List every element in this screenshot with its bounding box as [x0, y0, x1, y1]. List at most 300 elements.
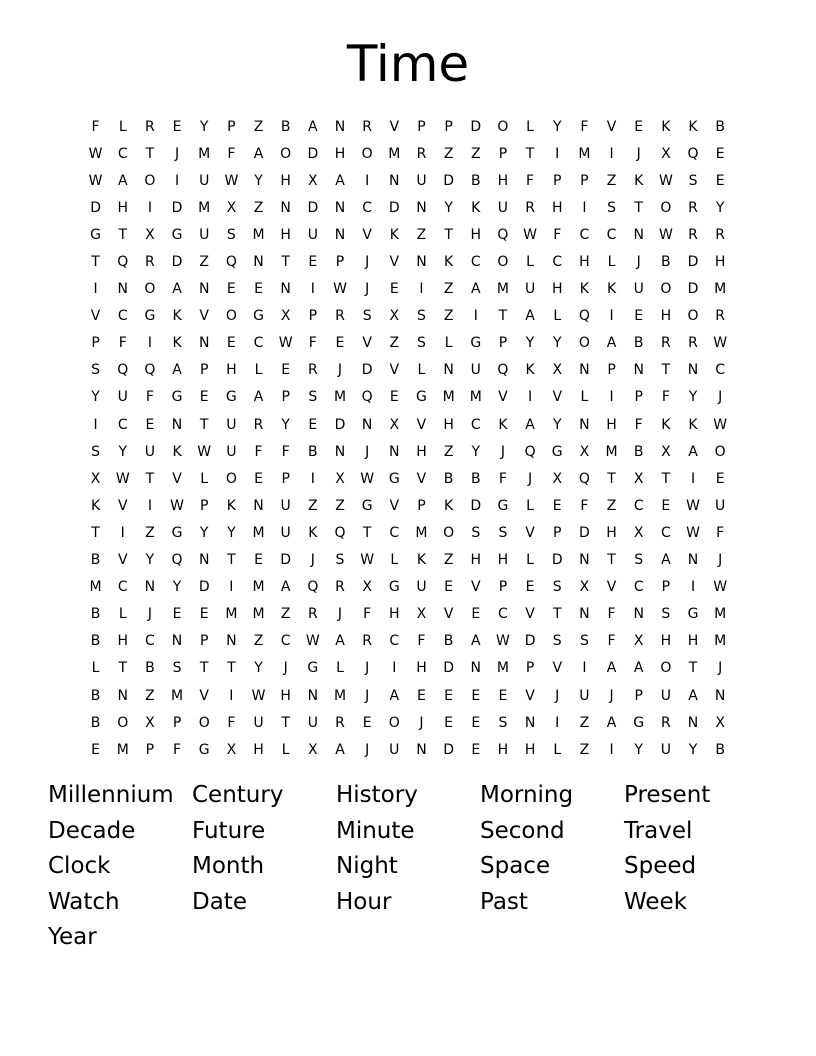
word-list-item: Hour — [336, 888, 392, 915]
grid-letter: F — [417, 633, 426, 650]
grid-letter: P — [634, 687, 643, 704]
grid-letter: H — [334, 145, 346, 162]
grid-letter: T — [145, 470, 155, 487]
grid-letter: V — [117, 552, 128, 569]
grid-letter: A — [172, 362, 182, 379]
grid-letter: W — [170, 497, 184, 514]
grid-letter: P — [553, 172, 562, 189]
grid-letter: W — [658, 226, 673, 243]
grid-letter: I — [555, 714, 560, 731]
grid-letter: P — [281, 470, 290, 487]
grid-letter: S — [362, 308, 372, 325]
grid-letter: G — [253, 308, 264, 325]
grid-letter: P — [525, 660, 535, 677]
grid-letter: M — [469, 389, 482, 406]
grid-letter: S — [335, 552, 345, 569]
grid-letter: V — [525, 606, 535, 623]
grid-letter: Q — [225, 254, 237, 271]
word-list-item: Minute — [336, 817, 415, 844]
grid-letter: M — [198, 145, 211, 162]
grid-letter: L — [336, 660, 344, 677]
grid-letter: B — [90, 687, 101, 704]
grid-letter: J — [365, 281, 370, 298]
grid-letter: F — [634, 416, 643, 433]
grid-letter: B — [443, 470, 454, 487]
grid-letter: L — [118, 118, 127, 135]
grid-letter: Y — [254, 660, 263, 677]
grid-letter: F — [173, 741, 182, 758]
grid-letter: I — [392, 660, 397, 677]
grid-letter: X — [226, 741, 237, 758]
grid-letter: A — [389, 687, 400, 704]
grid-letter: H — [687, 633, 699, 650]
grid-letter: G — [171, 524, 183, 541]
grid-letter: J — [337, 362, 343, 379]
grid-letter: R — [253, 416, 264, 433]
grid-letter: L — [281, 741, 290, 758]
grid-letter: S — [417, 308, 426, 325]
grid-letter: E — [525, 579, 535, 596]
grid-letter: U — [633, 281, 644, 298]
grid-letter: X — [416, 606, 427, 623]
grid-letter: K — [172, 308, 182, 325]
grid-letter: R — [715, 226, 726, 243]
grid-row — [82, 248, 734, 275]
grid-letter: E — [715, 145, 725, 162]
grid-letter: F — [661, 389, 670, 406]
grid-letter: X — [579, 579, 590, 596]
grid-row — [82, 682, 734, 709]
grid-letter: S — [417, 335, 426, 352]
grid-letter: P — [199, 633, 209, 650]
grid-letter: K — [661, 416, 671, 433]
grid-letter: G — [171, 389, 183, 406]
grid-letter: K — [444, 254, 454, 271]
grid-letter: N — [443, 362, 454, 379]
grid-letter: H — [551, 281, 563, 298]
grid-letter: K — [688, 416, 698, 433]
grid-letter: Y — [471, 443, 481, 460]
grid-letter: C — [117, 579, 128, 596]
grid-letter: P — [227, 118, 236, 135]
grid-letter: W — [658, 172, 673, 189]
grid-letter: D — [443, 172, 454, 189]
grid-letter: R — [525, 199, 535, 216]
grid-letter: N — [389, 172, 400, 189]
grid-letter: Z — [606, 172, 617, 189]
grid-letter: X — [145, 226, 155, 243]
grid-letter: R — [715, 308, 726, 325]
grid-letter: K — [634, 172, 644, 189]
grid-letter: Y — [199, 118, 209, 135]
grid-letter: K — [172, 335, 182, 352]
grid-letter: I — [473, 308, 478, 325]
word-list-item: Week — [624, 888, 688, 915]
grid-letter: H — [551, 199, 563, 216]
grid-letter: G — [198, 741, 210, 758]
grid-letter: A — [335, 633, 345, 650]
word-list-item: Future — [192, 817, 266, 844]
word-list-item: Date — [192, 888, 247, 915]
grid-row — [82, 167, 734, 194]
grid-letter: K — [90, 497, 101, 514]
grid-letter: W — [333, 281, 347, 298]
grid-letter: X — [362, 579, 372, 596]
grid-letter: X — [552, 470, 563, 487]
grid-row — [82, 411, 734, 438]
grid-letter: V — [90, 308, 101, 325]
word-list — [48, 778, 768, 956]
grid-letter: H — [524, 741, 536, 758]
grid-letter: V — [552, 389, 563, 406]
grid-letter: K — [471, 199, 481, 216]
grid-letter: W — [88, 172, 103, 189]
grid-letter: N — [687, 714, 699, 731]
grid-letter: J — [337, 606, 343, 623]
grid-letter: V — [362, 335, 372, 352]
word-list-item: Second — [480, 817, 565, 844]
grid-letter: U — [226, 416, 237, 433]
grid-letter: R — [416, 145, 427, 162]
grid-letter: T — [498, 308, 508, 325]
grid-letter: W — [88, 145, 103, 162]
grid-letter: G — [470, 335, 482, 352]
grid-letter: Q — [497, 362, 509, 379]
grid-letter: H — [579, 254, 590, 271]
grid-letter: X — [308, 741, 318, 758]
grid-letter: G — [225, 389, 237, 406]
grid-letter: N — [117, 281, 128, 298]
grid-letter: Z — [308, 497, 318, 514]
grid-letter: Z — [579, 714, 590, 731]
grid-letter: E — [715, 172, 725, 189]
grid-letter: V — [416, 416, 427, 433]
grid-letter: G — [171, 226, 183, 243]
grid-letter: Q — [361, 389, 373, 406]
grid-letter: I — [609, 308, 614, 325]
grid-letter: Q — [117, 362, 129, 379]
grid-letter: L — [526, 118, 534, 135]
grid-letter: V — [552, 660, 563, 677]
grid-letter: V — [525, 687, 535, 704]
grid-letter: K — [661, 118, 671, 135]
grid-letter: S — [172, 660, 182, 677]
grid-letter: F — [118, 335, 127, 352]
grid-letter: I — [582, 660, 587, 677]
grid-letter: T — [199, 416, 209, 433]
grid-letter: T — [281, 254, 290, 271]
grid-letter: H — [416, 660, 427, 677]
grid-letter: D — [171, 199, 183, 216]
grid-letter: I — [528, 389, 533, 406]
grid-letter: J — [718, 660, 723, 677]
grid-letter: E — [389, 281, 399, 298]
word-list-item: Travel — [624, 817, 693, 844]
grid-letter: B — [280, 118, 291, 135]
grid-letter: T — [281, 714, 290, 731]
grid-row — [82, 113, 734, 140]
grid-letter: P — [417, 118, 426, 135]
grid-letter: B — [661, 254, 671, 271]
grid-row — [82, 330, 734, 357]
grid-letter: X — [661, 145, 671, 162]
grid-letter: O — [280, 145, 292, 162]
grid-letter: F — [281, 443, 290, 460]
grid-letter: H — [443, 416, 454, 433]
grid-letter: N — [334, 443, 346, 460]
grid-letter: C — [253, 335, 264, 352]
grid-letter: Q — [144, 362, 156, 379]
grid-letter: M — [388, 145, 401, 162]
grid-letter: Q — [307, 579, 319, 596]
grid-letter: H — [497, 552, 509, 569]
grid-letter: U — [715, 497, 726, 514]
grid-letter: T — [661, 362, 671, 379]
grid-letter: T — [444, 226, 453, 243]
grid-letter: K — [226, 497, 236, 514]
grid-letter: B — [715, 741, 725, 758]
grid-letter: D — [524, 633, 536, 650]
grid-letter: B — [308, 443, 318, 460]
grid-letter: U — [117, 389, 128, 406]
grid-letter: W — [496, 633, 510, 650]
grid-letter: V — [362, 226, 372, 243]
grid-letter: O — [497, 118, 509, 135]
grid-letter: G — [144, 308, 156, 325]
grid-letter: Z — [253, 118, 264, 135]
word-list-item: Year — [48, 924, 97, 951]
grid-letter: N — [633, 226, 644, 243]
grid-letter: E — [389, 389, 399, 406]
grid-letter: C — [389, 524, 400, 541]
grid-letter: B — [715, 118, 725, 135]
grid-row — [82, 276, 734, 303]
grid-letter: N — [334, 199, 346, 216]
grid-letter: V — [606, 579, 617, 596]
grid-letter: A — [688, 443, 698, 460]
grid-letter: W — [360, 552, 375, 569]
grid-letter: H — [226, 362, 237, 379]
grid-letter: K — [606, 281, 617, 298]
grid-letter: O — [361, 145, 373, 162]
grid-letter: X — [308, 172, 318, 189]
grid-letter: T — [525, 145, 535, 162]
grid-letter: Y — [552, 335, 562, 352]
grid-letter: B — [145, 660, 155, 677]
grid-letter: C — [117, 308, 128, 325]
grid-letter: S — [607, 199, 616, 216]
grid-letter: I — [310, 281, 315, 298]
grid-letter: C — [552, 254, 563, 271]
grid-letter: P — [634, 389, 643, 406]
grid-letter: W — [251, 687, 266, 704]
grid-letter: R — [335, 579, 345, 596]
grid-letter: V — [470, 579, 481, 596]
grid-letter: T — [145, 145, 155, 162]
word-list-item: Night — [336, 853, 398, 880]
grid-letter: R — [335, 714, 345, 731]
grid-letter: N — [579, 362, 590, 379]
grid-letter: W — [305, 633, 320, 650]
grid-letter: E — [254, 281, 263, 298]
grid-letter: S — [498, 524, 508, 541]
grid-letter: D — [280, 552, 292, 569]
grid-letter: A — [470, 633, 481, 650]
grid-letter: U — [470, 362, 481, 379]
grid-letter: I — [690, 470, 696, 487]
grid-letter: F — [607, 633, 616, 650]
word-list-item: Month — [192, 853, 265, 880]
grid-letter: N — [524, 714, 536, 731]
grid-letter: B — [90, 633, 101, 650]
grid-letter: P — [444, 118, 453, 135]
grid-letter: P — [498, 335, 508, 352]
grid-letter: L — [91, 660, 100, 677]
grid-row — [82, 384, 734, 411]
grid-letter: G — [361, 497, 373, 514]
grid-letter: L — [118, 606, 127, 623]
grid-letter: R — [688, 226, 698, 243]
grid-letter: W — [115, 470, 130, 487]
grid-letter: X — [145, 714, 155, 731]
grid-letter: L — [580, 389, 589, 406]
grid-letter: N — [198, 552, 210, 569]
grid-letter: J — [174, 145, 180, 162]
grid-letter: U — [280, 497, 291, 514]
grid-letter: Y — [552, 416, 562, 433]
grid-letter: L — [200, 470, 209, 487]
grid-letter: I — [229, 687, 234, 704]
grid-letter: O — [198, 714, 210, 731]
grid-letter: U — [389, 741, 400, 758]
grid-letter: E — [552, 497, 562, 514]
grid-letter: H — [497, 172, 509, 189]
grid-letter: B — [633, 443, 644, 460]
grid-letter: E — [254, 470, 263, 487]
grid-letter: P — [335, 254, 345, 271]
grid-letter: J — [636, 254, 641, 271]
grid-letter: M — [252, 524, 265, 541]
grid-letter: E — [145, 416, 155, 433]
grid-letter: Y — [552, 118, 562, 135]
grid-letter: I — [147, 199, 152, 216]
grid-letter: Y — [634, 741, 643, 758]
grid-letter: L — [444, 335, 453, 352]
grid-letter: I — [147, 497, 152, 514]
grid-letter: H — [117, 199, 128, 216]
grid-letter: U — [307, 714, 318, 731]
grid-row — [82, 465, 734, 492]
grid-letter: G — [90, 226, 101, 243]
grid-letter: D — [470, 497, 482, 514]
grid-letter: U — [416, 579, 427, 596]
grid-letter: E — [172, 118, 182, 135]
word-list-item: Speed — [624, 853, 697, 880]
grid-letter: B — [90, 606, 101, 623]
grid-letter: M — [333, 389, 347, 406]
grid-letter: B — [470, 470, 481, 487]
grid-letter: R — [688, 335, 698, 352]
grid-letter: H — [660, 633, 672, 650]
grid-letter: N — [416, 199, 427, 216]
grid-letter: R — [660, 335, 671, 352]
grid-letter: F — [227, 145, 236, 162]
grid-letter: Y — [145, 552, 155, 569]
grid-letter: M — [116, 741, 129, 758]
grid-letter: H — [416, 443, 427, 460]
grid-letter: P — [199, 497, 209, 514]
grid-letter: Y — [525, 335, 535, 352]
grid-letter: H — [470, 552, 482, 569]
grid-letter: C — [470, 416, 481, 433]
grid-letter: N — [633, 606, 644, 623]
grid-letter: E — [471, 741, 481, 758]
grid-letter: I — [555, 145, 560, 162]
grid-letter: R — [145, 254, 155, 271]
grid-letter: O — [144, 281, 156, 298]
grid-letter: U — [660, 741, 671, 758]
grid-letter: R — [307, 606, 318, 623]
grid-letter: F — [580, 118, 589, 135]
grid-letter: C — [280, 633, 291, 650]
grid-letter: K — [525, 362, 535, 379]
grid-letter: F — [308, 335, 317, 352]
grid-letter: G — [416, 389, 427, 406]
grid-letter: R — [362, 633, 372, 650]
grid-letter: A — [280, 579, 291, 596]
grid-letter: N — [687, 362, 699, 379]
grid-letter: N — [117, 687, 128, 704]
grid-letter: H — [280, 226, 291, 243]
grid-row — [82, 438, 734, 465]
grid-letter: Q — [578, 308, 590, 325]
word-list-item: Space — [480, 853, 551, 880]
grid-letter: D — [307, 199, 319, 216]
grid-letter: E — [715, 470, 725, 487]
grid-letter: B — [90, 714, 101, 731]
grid-letter: P — [172, 714, 182, 731]
word-list-item: Clock — [48, 853, 111, 880]
grid-letter: O — [225, 470, 237, 487]
grid-letter: M — [605, 443, 618, 460]
grid-letter: N — [307, 687, 319, 704]
grid-letter: I — [93, 416, 98, 433]
grid-letter: T — [227, 552, 236, 569]
grid-letter: H — [280, 687, 291, 704]
grid-row — [82, 601, 734, 628]
grid-letter: X — [633, 470, 644, 487]
grid-letter: A — [633, 660, 644, 677]
grid-letter: T — [118, 226, 128, 243]
grid-letter: N — [687, 552, 699, 569]
grid-row — [82, 357, 734, 384]
grid-letter: T — [552, 606, 562, 623]
grid-letter: Y — [227, 524, 236, 541]
grid-letter: Q — [687, 145, 699, 162]
grid-letter: C — [633, 497, 644, 514]
grid-letter: P — [145, 741, 155, 758]
grid-letter: Z — [280, 606, 291, 623]
grid-letter: N — [334, 118, 346, 135]
grid-letter: J — [365, 660, 370, 677]
grid-letter: J — [718, 389, 723, 406]
grid-row — [82, 221, 734, 248]
grid-letter: L — [526, 254, 534, 271]
grid-letter: O — [443, 524, 455, 541]
grid-letter: X — [389, 308, 400, 325]
grid-letter: O — [117, 714, 129, 731]
grid-letter: P — [199, 362, 209, 379]
